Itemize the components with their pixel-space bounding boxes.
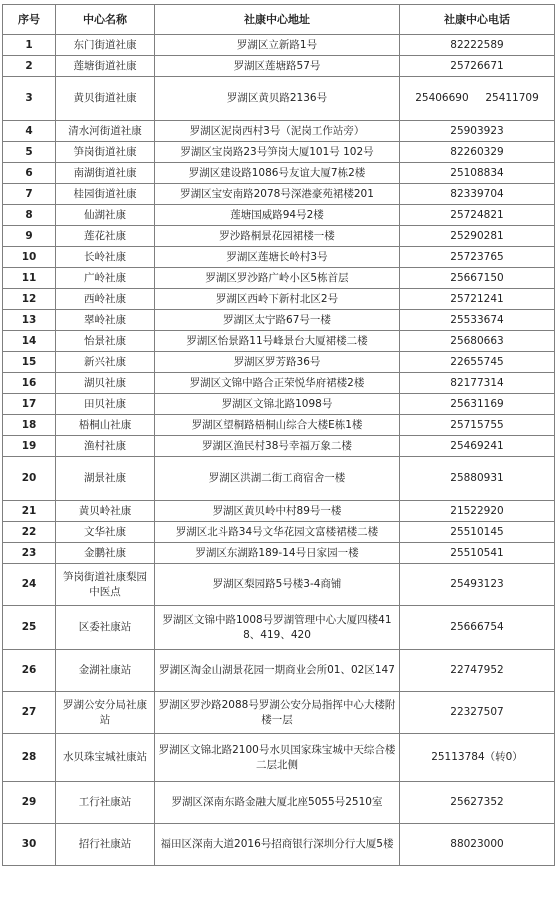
row-index: 13: [3, 310, 56, 331]
row-center-name: 湖贝社康: [56, 373, 155, 394]
row-center-address: 罗湖区莲塘路57号: [155, 56, 400, 77]
row-center-address: 罗湖区文锦北路1098号: [155, 394, 400, 415]
row-center-address: 罗湖区泥岗西村3号（泥岗工作站旁）: [155, 121, 400, 142]
table-body: [3, 35, 555, 866]
header-center-phone: 社康中心电话: [400, 5, 555, 35]
row-center-phone: 22655745: [400, 352, 555, 373]
row-index: 17: [3, 394, 56, 415]
header-index: 序号: [3, 5, 56, 35]
row-center-phone: 25406690 25411709: [400, 77, 555, 121]
row-center-phone: 25627352: [400, 782, 555, 824]
row-index: 6: [3, 163, 56, 184]
table-row: [3, 247, 555, 268]
row-center-name: 渔村社康: [56, 436, 155, 457]
table-row: [3, 35, 555, 56]
row-center-phone: 25666754: [400, 606, 555, 650]
table-row: [3, 543, 555, 564]
row-center-name: 区委社康站: [56, 606, 155, 650]
row-center-address: 莲塘国威路94号2楼: [155, 205, 400, 226]
row-center-name: 湖景社康: [56, 457, 155, 501]
row-center-name: 翠岭社康: [56, 310, 155, 331]
row-index: 28: [3, 734, 56, 782]
row-center-address: 罗湖区北斗路34号文华花园文富楼裙楼二楼: [155, 522, 400, 543]
row-index: 7: [3, 184, 56, 205]
row-index: 10: [3, 247, 56, 268]
table-row: [3, 734, 555, 782]
table-row: [3, 692, 555, 734]
row-center-name: 黄贝街道社康: [56, 77, 155, 121]
row-center-phone: 82222589: [400, 35, 555, 56]
table-row: [3, 415, 555, 436]
row-center-phone: 25667150: [400, 268, 555, 289]
table-row: [3, 310, 555, 331]
table-row: [3, 352, 555, 373]
table-row: [3, 184, 555, 205]
row-center-phone: 82260329: [400, 142, 555, 163]
row-center-address: 罗湖区罗沙路2088号罗湖公安分局指挥中心大楼附楼一层: [155, 692, 400, 734]
row-center-address: 罗湖区西岭下新村北区2号: [155, 289, 400, 310]
row-center-phone: 25903923: [400, 121, 555, 142]
row-center-address: 罗湖区怡景路11号峰景台大厦裙楼二楼: [155, 331, 400, 352]
table-row: [3, 650, 555, 692]
table-row: [3, 77, 555, 121]
row-center-name: 仙湖社康: [56, 205, 155, 226]
table-row: [3, 564, 555, 606]
row-center-address: 罗湖区渔民村38号幸福万象二楼: [155, 436, 400, 457]
row-center-name: 东门街道社康: [56, 35, 155, 56]
row-center-phone: 25723765: [400, 247, 555, 268]
row-center-address: 罗湖区望桐路梧桐山综合大楼E栋1楼: [155, 415, 400, 436]
row-index: 2: [3, 56, 56, 77]
row-center-address: 罗湖区罗芳路36号: [155, 352, 400, 373]
row-center-phone: 25715755: [400, 415, 555, 436]
row-center-address: 罗湖区东湖路189-14号日家园一楼: [155, 543, 400, 564]
row-index: 19: [3, 436, 56, 457]
row-center-name: 田贝社康: [56, 394, 155, 415]
row-center-phone: 25510541: [400, 543, 555, 564]
table-row: [3, 606, 555, 650]
row-center-phone: 25469241: [400, 436, 555, 457]
row-index: 27: [3, 692, 56, 734]
table-row: [3, 501, 555, 522]
row-center-phone: 25726671: [400, 56, 555, 77]
row-center-address: 罗湖区立新路1号: [155, 35, 400, 56]
row-center-address: 罗湖区宝岗路23号笋岗大厦101号 102号: [155, 142, 400, 163]
row-center-name: 金湖社康站: [56, 650, 155, 692]
row-index: 30: [3, 824, 56, 866]
row-center-address: 罗湖区深南东路金融大厦北座5055号2510室: [155, 782, 400, 824]
row-center-address: 福田区深南大道2016号招商银行深圳分行大厦5楼: [155, 824, 400, 866]
row-center-phone: 25108834: [400, 163, 555, 184]
row-center-phone: 21522920: [400, 501, 555, 522]
row-center-address: 罗湖区淘金山湖景花园一期商业会所01、02区147: [155, 650, 400, 692]
row-center-name: 西岭社康: [56, 289, 155, 310]
row-index: 25: [3, 606, 56, 650]
row-center-name: 水贝珠宝城社康站: [56, 734, 155, 782]
row-index: 16: [3, 373, 56, 394]
table-row: [3, 142, 555, 163]
row-index: 29: [3, 782, 56, 824]
row-center-address: 罗湖区黄贝岭中村89号一楼: [155, 501, 400, 522]
table-row: [3, 289, 555, 310]
row-center-address: 罗湖区文锦北路2100号水贝国家珠宝城中天综合楼二层北侧: [155, 734, 400, 782]
row-index: 24: [3, 564, 56, 606]
row-center-address: 罗湖区梨园路5号楼3-4商铺: [155, 564, 400, 606]
table-row: [3, 394, 555, 415]
row-center-name: 桂园街道社康: [56, 184, 155, 205]
table-row: [3, 373, 555, 394]
table-row: [3, 436, 555, 457]
row-index: 18: [3, 415, 56, 436]
row-center-name: 清水河街道社康: [56, 121, 155, 142]
row-index: 26: [3, 650, 56, 692]
header-center-name: 中心名称: [56, 5, 155, 35]
table-row: [3, 331, 555, 352]
row-center-name: 长岭社康: [56, 247, 155, 268]
row-center-address: 罗湖区宝安南路2078号深港豪苑裙楼201: [155, 184, 400, 205]
row-center-name: 怡景社康: [56, 331, 155, 352]
row-center-phone: 25113784（转0）: [400, 734, 555, 782]
row-center-phone: 25680663: [400, 331, 555, 352]
row-center-phone: 22747952: [400, 650, 555, 692]
row-center-address: 罗湖区文锦中路1008号罗湖管理中心大厦四楼418、419、420: [155, 606, 400, 650]
row-center-address: 罗湖区太宁路67号一楼: [155, 310, 400, 331]
table-row: [3, 56, 555, 77]
row-center-phone: 88023000: [400, 824, 555, 866]
row-index: 23: [3, 543, 56, 564]
row-index: 14: [3, 331, 56, 352]
row-center-name: 金鹏社康: [56, 543, 155, 564]
row-center-phone: 82339704: [400, 184, 555, 205]
row-index: 5: [3, 142, 56, 163]
table-row: [3, 205, 555, 226]
row-center-name: 文华社康: [56, 522, 155, 543]
row-center-phone: 25533674: [400, 310, 555, 331]
row-center-phone: 25880931: [400, 457, 555, 501]
row-center-phone: 25290281: [400, 226, 555, 247]
table-row: [3, 268, 555, 289]
row-center-phone: 25724821: [400, 205, 555, 226]
row-center-name: 新兴社康: [56, 352, 155, 373]
row-center-address: 罗湖区罗沙路广岭小区5栋首层: [155, 268, 400, 289]
row-center-name: 黄贝岭社康: [56, 501, 155, 522]
row-center-phone: 82177314: [400, 373, 555, 394]
table-row: [3, 163, 555, 184]
row-center-phone: 25631169: [400, 394, 555, 415]
row-center-name: 笋岗街道社康梨园中医点: [56, 564, 155, 606]
row-center-address: 罗湖区建设路1086号友谊大厦7栋2楼: [155, 163, 400, 184]
row-center-address: 罗湖区文锦中路合正荣悦华府裙楼2楼: [155, 373, 400, 394]
row-center-name: 招行社康站: [56, 824, 155, 866]
row-center-address: 罗湖区莲塘长岭村3号: [155, 247, 400, 268]
header-row: [3, 5, 555, 35]
row-center-phone: 22327507: [400, 692, 555, 734]
table-row: [3, 226, 555, 247]
row-center-name: 莲塘街道社康: [56, 56, 155, 77]
row-center-name: 工行社康站: [56, 782, 155, 824]
row-center-address: 罗沙路桐景花园裙楼一楼: [155, 226, 400, 247]
table-row: [3, 824, 555, 866]
row-center-name: 罗湖公安分局社康站: [56, 692, 155, 734]
row-center-name: 广岭社康: [56, 268, 155, 289]
row-center-address: 罗湖区黄贝路2136号: [155, 77, 400, 121]
table-row: [3, 522, 555, 543]
table-row: [3, 782, 555, 824]
row-center-phone: 25510145: [400, 522, 555, 543]
row-index: 21: [3, 501, 56, 522]
table-row: [3, 457, 555, 501]
row-index: 20: [3, 457, 56, 501]
row-index: 1: [3, 35, 56, 56]
health-center-table-container: [2, 4, 555, 866]
row-center-address: 罗湖区洪湖二街工商宿舍一楼: [155, 457, 400, 501]
row-center-name: 南湖街道社康: [56, 163, 155, 184]
row-index: 9: [3, 226, 56, 247]
row-index: 22: [3, 522, 56, 543]
row-index: 11: [3, 268, 56, 289]
row-index: 15: [3, 352, 56, 373]
health-center-table: [2, 4, 555, 866]
row-center-name: 莲花社康: [56, 226, 155, 247]
row-center-phone: 25721241: [400, 289, 555, 310]
row-index: 4: [3, 121, 56, 142]
row-index: 12: [3, 289, 56, 310]
row-center-name: 梧桐山社康: [56, 415, 155, 436]
row-index: 8: [3, 205, 56, 226]
row-center-phone: 25493123: [400, 564, 555, 606]
table-row: [3, 121, 555, 142]
header-center-address: 社康中心地址: [155, 5, 400, 35]
row-center-name: 笋岗街道社康: [56, 142, 155, 163]
row-index: 3: [3, 77, 56, 121]
